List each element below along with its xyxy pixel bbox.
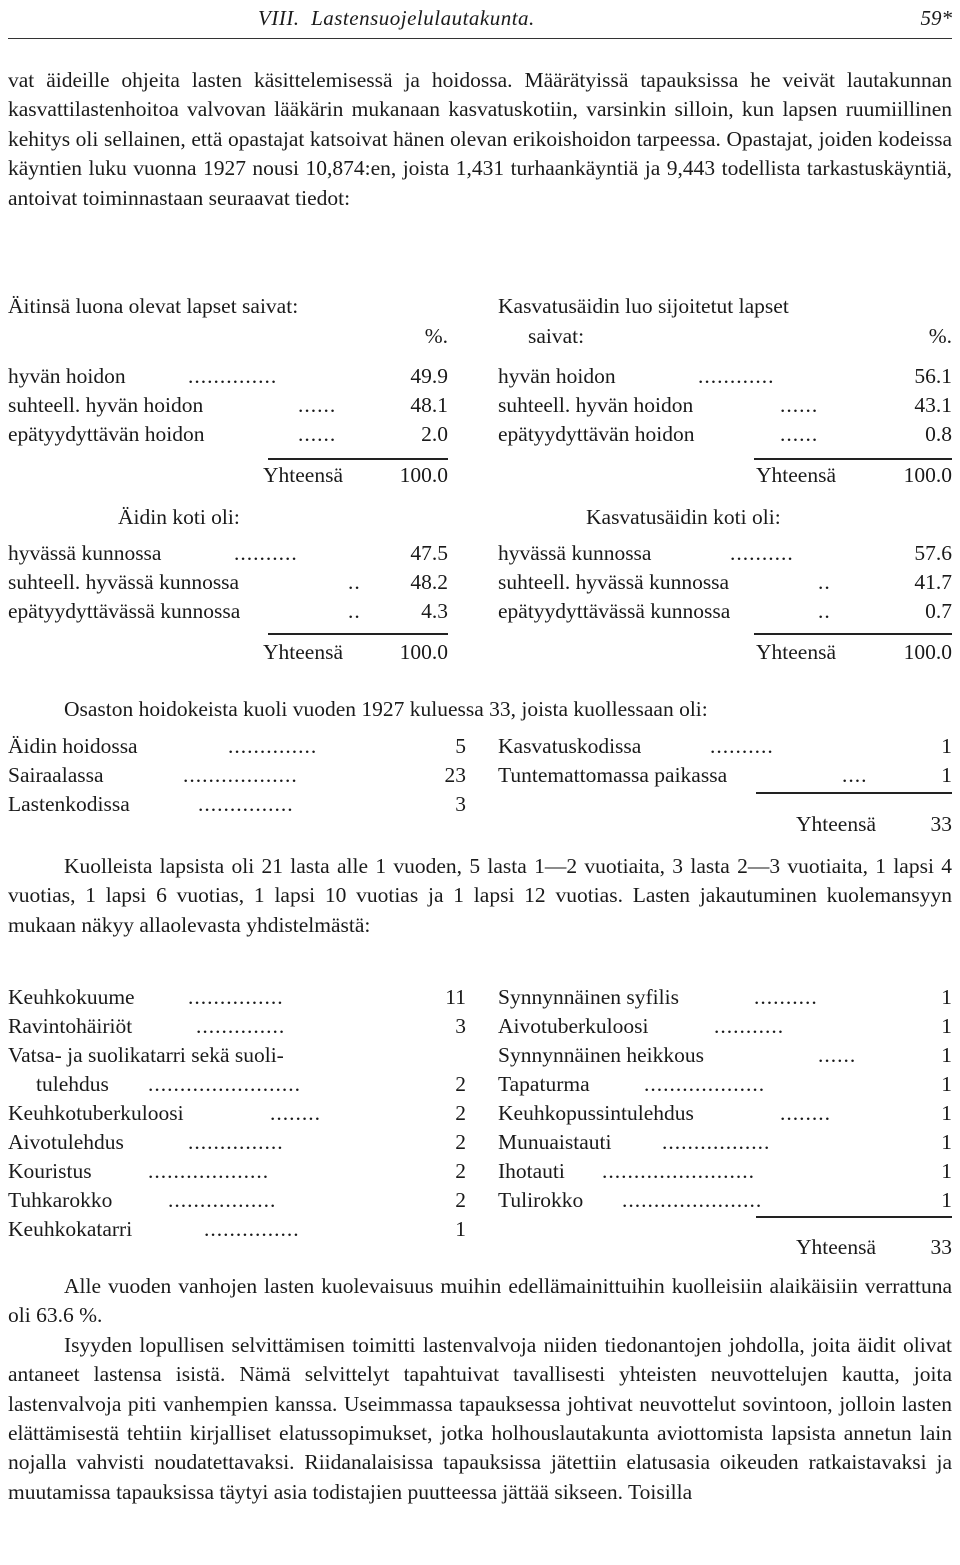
page-header bbox=[8, 4, 952, 34]
table-row: hyvän hoidon .............. 49.9 bbox=[8, 364, 448, 388]
left-unit: %. bbox=[424, 324, 448, 348]
list-item: Keuhkopussintulehdus ........ 1 bbox=[498, 1101, 952, 1125]
list-item: Äidin hoidossa .............. 5 bbox=[8, 734, 466, 758]
list-item: Kasvatuskodissa .......... 1 bbox=[498, 734, 952, 758]
deaths-heading: Osaston hoidokeista kuoli vuoden 1927 kuluessa 33, joista kuollessaan oli: bbox=[64, 697, 708, 721]
intro-paragraph: vat äideille ohjeita lasten käsittelemisessä ja hoidossa. Määrätyissä tapauksissa he veivät lautakunnan kasvattilastenhoitoa valvovan lääkärin mukanaan kasvatuskotiin, varsinkin silloin, kun lapsen ruumiillinen kehitys oli sellainen, että opastajat katsoivat hänen olevan erikoishoidon tarpeessa. Opastajat, joiden kodeissa käyntien luku vuonna 1927 nousi 10,874:en, joista 1,431 turhaankäyntiä ja 9,443 todellista tarkastuskäyntiä, antoivat toiminnastaan seuraavat tiedot: bbox=[8, 68, 952, 210]
home-heading: Kasvatusäidin koti oli: bbox=[586, 505, 781, 529]
table-row: suhteell. hyvän hoidon ...... 43.1 bbox=[498, 393, 952, 417]
total-label: Yhteensä bbox=[756, 640, 836, 664]
list-item: Keuhkokuume ............... 11 bbox=[8, 985, 466, 1009]
table-row: epätyydyttävässä kunnossa .. 4.3 bbox=[8, 599, 448, 623]
list-item: tulehdus ........................ 2 bbox=[36, 1072, 466, 1096]
list-item: Lastenkodissa ............... 3 bbox=[8, 792, 466, 816]
total-rule bbox=[756, 792, 952, 794]
list-item: Ravintohäiriöt .............. 3 bbox=[8, 1014, 466, 1038]
list-item: Tuhkarokko ................. 2 bbox=[8, 1188, 466, 1212]
total-value: 100.0 bbox=[903, 463, 952, 487]
total-value: 100.0 bbox=[903, 640, 952, 664]
right-heading: Kasvatusäidin luo sijoitetut lapset bbox=[498, 294, 789, 318]
table-row: epätyydyttävän hoidon ...... 2.0 bbox=[8, 422, 448, 446]
mortality-paragraph: Alle vuoden vanhojen lasten kuolevaisuus muihin edellämainittuihin kuolleisiin alaikäisiin verrattuna oli 63.6 %. bbox=[8, 1274, 952, 1328]
list-item: Tuntemattomassa paikassa .... 1 bbox=[498, 763, 952, 787]
total-rule bbox=[756, 1216, 952, 1218]
table-row: suhteell. hyvän hoidon ...... 48.1 bbox=[8, 393, 448, 417]
left-heading: Äitinsä luona olevat lapset saivat: bbox=[8, 294, 299, 318]
total-value: 100.0 bbox=[399, 463, 448, 487]
list-item: Keuhkotuberkuloosi ........ 2 bbox=[8, 1101, 466, 1125]
page-number: 59* bbox=[920, 6, 952, 30]
total-label: Yhteensä bbox=[796, 812, 876, 836]
table-row: hyvässä kunnossa .......... 47.5 bbox=[8, 541, 448, 565]
table-row: hyvässä kunnossa .......... 57.6 bbox=[498, 541, 952, 565]
deaths-left-list bbox=[8, 732, 468, 819]
total-label: Yhteensä bbox=[796, 1235, 876, 1259]
home-heading: Äidin koti oli: bbox=[118, 505, 240, 529]
total-value: 33 bbox=[930, 1235, 952, 1259]
list-item: Ihotauti ........................ 1 bbox=[498, 1159, 952, 1183]
table-row: suhteell. hyvässä kunnossa .. 48.2 bbox=[8, 570, 448, 594]
list-item: Munuaistauti ................. 1 bbox=[498, 1130, 952, 1154]
total-label: Yhteensä bbox=[263, 640, 343, 664]
closing-paragraphs bbox=[8, 1272, 952, 1507]
total-value: 33 bbox=[930, 812, 952, 836]
table-row: epätyydyttävän hoidon ...... 0.8 bbox=[498, 422, 952, 446]
header-rule bbox=[8, 38, 952, 39]
list-item: Synnynnäinen syfilis .......... 1 bbox=[498, 985, 952, 1009]
ages-paragraph: Kuolleista lapsista oli 21 lasta alle 1 vuoden, 5 lasta 1—2 vuotiaita, 3 lasta 2—3 vuotiaita, 1 lapsi 4 vuotias, 1 lapsi 6 vuotias, 1 lapsi 10 vuotias ja 1 lapsi 12 vuotias. Lasten jakautuminen kuolemansyyn mukaan näkyy allaolevasta yhdistelmästä: bbox=[8, 854, 952, 937]
list-item: Keuhkokatarri ............... 1 bbox=[8, 1217, 466, 1241]
table-row: hyvän hoidon ............ 56.1 bbox=[498, 364, 952, 388]
paternity-paragraph: Isyyden lopullisen selvittämisen toimitti lastenvalvoja niiden tiedonantojen johdolla, joita äidit olivat antaneet lastensa isistä. Nämä selvittelyt tapahtuivat tavallisesti yhteisten neuvottelujen kautta, joita lastenvalvoja piti vanhempien kanssa. Useimmassa tapauksessa johtivat neuvottelut sovintoon, jolloin lasten elättämisestä tehtiin kirjalliset elatussopimukset, jotka holhouslautakunta aviottomista lapsista annetun lain nojalla vahvisti noudatettavaksi. Riidanalaisissa tapauksissa jätettiin elatusasia oikeuden ratkaistavaksi ja muutamissa tapauksissa täytyi asia todistajien puutteessa jättää sikseen. Toisilla bbox=[8, 1332, 952, 1504]
table-row: suhteell. hyvässä kunnossa .. 41.7 bbox=[498, 570, 952, 594]
deaths-right-list bbox=[498, 732, 952, 846]
total-label: Yhteensä bbox=[756, 463, 836, 487]
table-row: epätyydyttävässä kunnossa .. 0.7 bbox=[498, 599, 952, 623]
chapter-title: VIII. Lastensuojelulautakunta. bbox=[258, 6, 535, 30]
list-item: Kouristus ................... 2 bbox=[8, 1159, 466, 1183]
list-item: Tulirokko ...................... 1 bbox=[498, 1188, 952, 1212]
list-item: Aivotuberkuloosi ........... 1 bbox=[498, 1014, 952, 1038]
total-label: Yhteensä bbox=[263, 463, 343, 487]
list-item: Vatsa- ja suolikatarri sekä suoli- bbox=[8, 1043, 284, 1067]
causes-right-list bbox=[498, 983, 952, 1269]
list-item: Tapaturma ................... 1 bbox=[498, 1072, 952, 1096]
total-value: 100.0 bbox=[399, 640, 448, 664]
list-item: Aivotulehdus ............... 2 bbox=[8, 1130, 466, 1154]
right-care-table: Kasvatusäidin luo sijoitetut lapset saivat: %. hyvän hoidon ............ 56.1 suhteell. hyvän hoidon ...... 43.1 epätyydyttävän hoidon ...... 0.8 Yhteensä 100.0 Kasvatusäidin koti oli: hyvässä kunnossa .......... 57.6 suhteell. hyvässä kunnossa .. 41.7 epätyydyttävässä kunnossa .. 0.7 Yhteensä 100.0 bbox=[498, 292, 952, 672]
right-unit: %. bbox=[928, 324, 952, 348]
causes-left-list bbox=[8, 983, 468, 1244]
list-item: Sairaalassa .................. 23 bbox=[8, 763, 466, 787]
left-care-table bbox=[8, 292, 468, 672]
list-item: Synnynnäinen heikkous ...... 1 bbox=[498, 1043, 952, 1067]
